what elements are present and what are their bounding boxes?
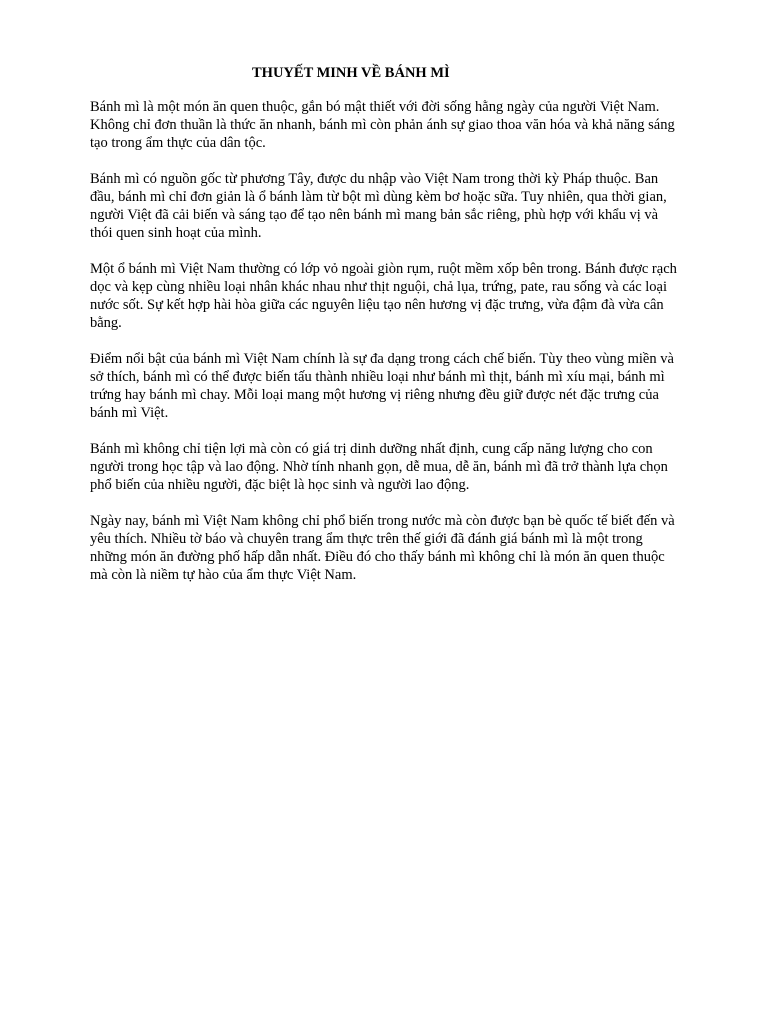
paragraph-nutrition: Bánh mì không chỉ tiện lợi mà còn có giá trị dinh dưỡng nhất định, cung cấp năng lượng cho con người trong học tập và lao động. Nhờ tính nhanh gọn, dễ mua, dễ ăn, bánh mì đã trở thành lựa chọn phổ biến của nhiều người, đặc biệt là học sinh và người lao động. (90, 441, 668, 493)
paragraph-intro: Bánh mì là một món ăn quen thuộc, gắn bó mật thiết với đời sống hằng ngày của người Việt Nam. Không chỉ đơn thuần là thức ăn nhanh, bánh mì còn phản ánh sự giao thoa văn hóa và khả năng sáng tạo trong ẩm thực của dân tộc. (90, 99, 675, 151)
document-title: THUYẾT MINH VỀ BÁNH MÌ (252, 65, 450, 81)
paragraph-international: Ngày nay, bánh mì Việt Nam không chỉ phổ biến trong nước mà còn được bạn bè quốc tế biết đến và yêu thích. Nhiều tờ báo và chuyên trang ẩm thực trên thế giới đã đánh giá bánh mì là một trong những món ăn đường phố hấp dẫn nhất. Điều đó cho thấy bánh mì không chỉ là món ăn quen thuộc mà còn là niềm tự hào của ẩm thực Việt Nam. (90, 513, 675, 583)
paragraph-origin: Bánh mì có nguồn gốc từ phương Tây, được du nhập vào Việt Nam trong thời kỳ Pháp thuộc. Ban đầu, bánh mì chỉ đơn giản là ổ bánh làm từ bột mì dùng kèm bơ hoặc sữa. Tuy nhiên, qua thời gian, người Việt đã cải biến và sáng tạo để tạo nên bánh mì mang bản sắc riêng, phù hợp với khẩu vị và thói quen sinh hoạt của mình. (90, 171, 667, 241)
paragraph-variety: Điểm nổi bật của bánh mì Việt Nam chính là sự đa dạng trong cách chế biến. Tùy theo vùng miền và sở thích, bánh mì có thể được biến tấu thành nhiều loại như bánh mì thịt, bánh mì xíu mại, bánh mì trứng hay bánh mì chay. Mỗi loại mang một hương vị riêng nhưng đều giữ được nét đặc trưng của bánh mì Việt. (90, 351, 674, 421)
paragraph-structure: Một ổ bánh mì Việt Nam thường có lớp vỏ ngoài giòn rụm, ruột mềm xốp bên trong. Bánh được rạch dọc và kẹp cùng nhiều loại nhân khác nhau như thịt nguội, chả lụa, trứng, pate, rau sống và các loại nước sốt. Sự kết hợp hài hòa giữa các nguyên liệu tạo nên hương vị đặc trưng, vừa đậm đà vừa cân bằng. (90, 261, 677, 331)
